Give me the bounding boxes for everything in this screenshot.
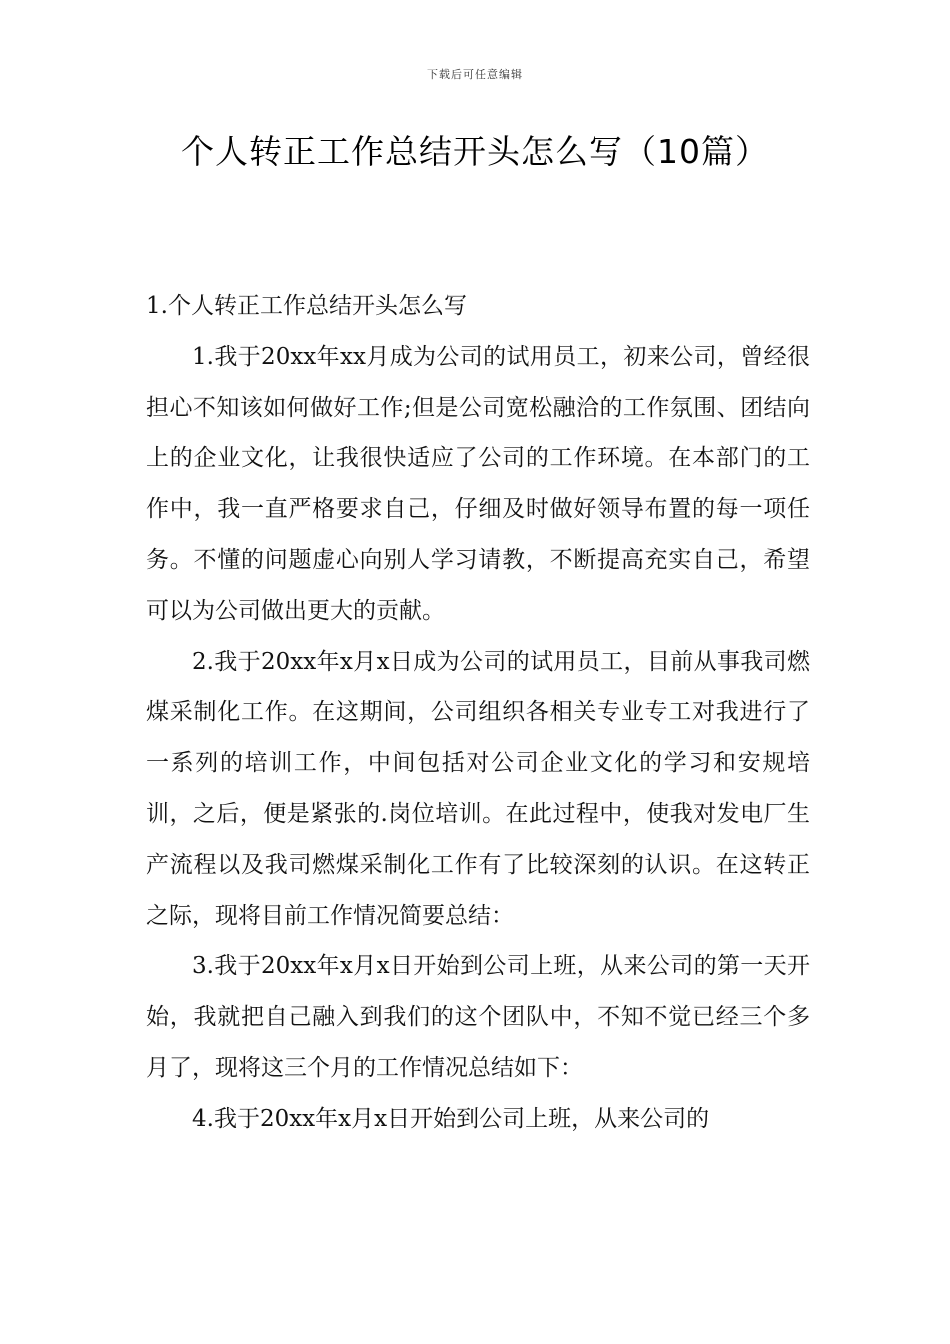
document-title: 个人转正工作总结开头怎么写（10篇） bbox=[181, 132, 769, 171]
paragraph-2: 2.我于20xx年x月x日成为公司的试用员工，目前从事我司燃煤采制化工作。在这期间，公司组织各相关专业专工对我进行了一系列的培训工作，中间包括对公司企业文化的学习和安规培训，之后，便是紧张的.岗位培训。在此过程中，使我对发电厂生产流程以及我司燃煤采制化工作有了比较深刻的认识。在这转正之际，现将目前工作情况简要总结： bbox=[146, 648, 810, 929]
paragraph-4: 4.我于20xx年x月x日开始到公司上班，从来公司的 bbox=[192, 1105, 710, 1132]
document-body bbox=[146, 281, 810, 1145]
paragraph-1: 1.我于20xx年xx月成为公司的试用员工，初来公司，曾经很担心不知该如何做好工作;但是公司宽松融洽的工作氛围、团结向上的企业文化，让我很快适应了公司的工作环境。在本部门的工作中，我一直严格要求自己，仔细及时做好领导布置的每一项任务。不懂的问题虚心向别人学习请教，不断提高充实自己，希望可以为公司做出更大的贡献。 bbox=[146, 343, 810, 624]
section-heading: 1.个人转正工作总结开头怎么写 bbox=[146, 293, 467, 319]
paragraph-3: 3.我于20xx年x月x日开始到公司上班，从来公司的第一天开始，我就把自己融入到我们的这个团队中，不知不觉已经三个多月了，现将这三个月的工作情况总结如下： bbox=[146, 953, 810, 1081]
header-note: 下载后可任意编辑 bbox=[427, 68, 523, 81]
